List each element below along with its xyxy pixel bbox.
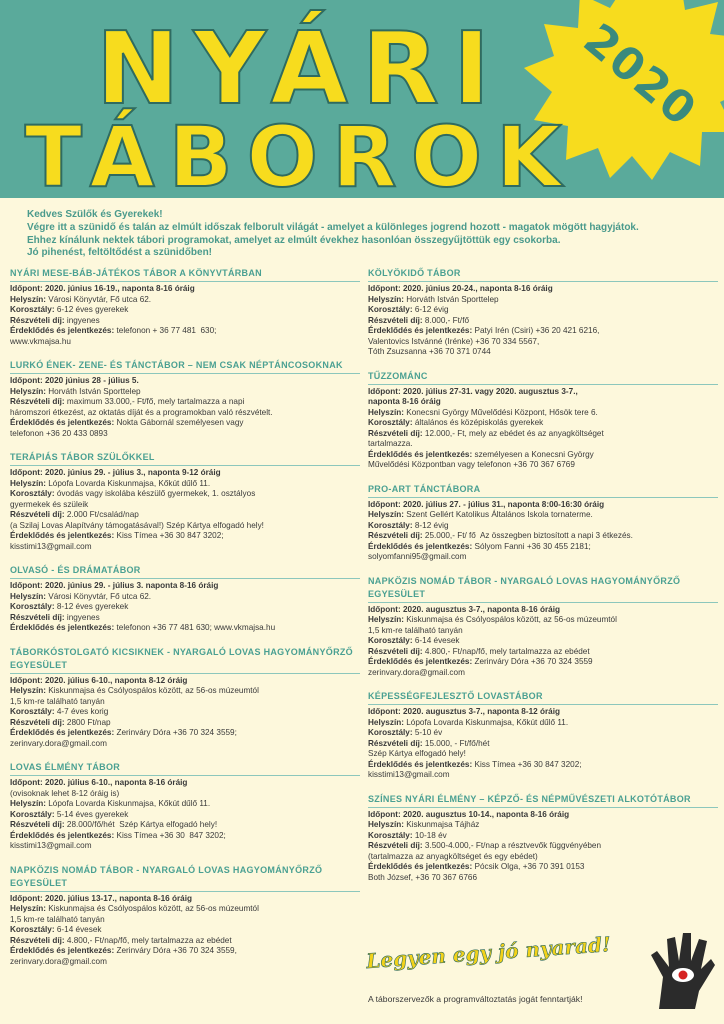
detail-value: Both József, +36 70 367 6766 [368,872,478,882]
intro-greeting: Kedves Szülők és Gyerekek! [27,209,163,220]
camp-detail-line [10,946,360,957]
camp-detail-line [368,718,718,729]
detail-label: Érdeklődés és jelentkezés: [368,657,473,666]
detail-label: Időpont: 2020. június 29. - július 3., naponta 9-12 óráig [10,468,221,477]
detail-value: Kiss Tímea +36 30 847 3202; [472,759,582,769]
intro-line: Ehhez kínálunk nektek tábori programokat, amelyet az elmúlt évekhez hasonlóan összegyűjtöttük egy csokorba. [27,234,561,246]
camp-block [368,483,718,563]
detail-value: 6-12 éves gyerekek [54,305,129,314]
camp-detail-line [368,531,718,542]
detail-value: (tartalmazza az anyagköltséget és egy ebédet) [368,851,538,861]
camp-detail-line [10,831,360,842]
camp-block [10,359,360,439]
detail-value: 1,5 km-re található tanyán [10,914,105,924]
camp-detail-line [368,873,718,884]
detail-value: háromszori étkezést, az oktatás díját és a programokban való részvételt. [10,407,273,417]
detail-label: Helyszín: [368,510,404,519]
detail-value: Pócsik Olga, +36 70 391 0153 [472,862,585,871]
detail-value: Kiskunmajsa és Csólyospálos között, az 56-os múzeumtól [45,904,259,913]
detail-value: Konecsni György Művelődési Központ, Hősök tere 6. [403,407,598,417]
camp-detail-line [10,418,360,429]
camp-detail-line [10,915,360,926]
detail-value: tartalmazza. [368,439,413,448]
detail-value: kisstimi13@gmail.com [10,841,92,850]
camp-detail-line [368,820,718,831]
camp-detail-line [368,284,718,295]
year-label: 2020 [573,14,707,137]
camp-detail-line [10,957,360,968]
camp-detail-line [10,707,360,718]
detail-label: Időpont: 2020 június 28 - július 5. [10,376,139,385]
camp-detail-line [10,936,360,947]
camp-detail-line [368,831,718,842]
camp-detail-line [10,592,360,603]
camp-title: TÁBORKÓSTOLGATÓ KICSIKNEK - NYARGALÓ LOVAS HAGYOMÁNYŐRZŐ EGYESÜLET [10,646,360,674]
detail-label: Részvételi díj: [368,841,423,850]
camp-detail-line [368,605,718,616]
detail-label: Helyszín: [368,407,404,417]
camp-title: OLVASÓ - ÉS DRÁMATÁBOR [10,564,360,579]
camp-detail-line [10,305,360,316]
detail-label: Korosztály: [368,305,413,314]
detail-value: 8.000,- Ft/fő [422,315,470,325]
detail-value: telefonon +36 77 481 630; www.vkmajsa.hu [114,623,276,632]
detail-label: Érdeklődés és jelentkezés: [10,623,115,632]
detail-value: Lópofa Lovarda Kiskunmajsa, Kőkút dűlő 11. [45,478,211,488]
camp-detail-line [368,326,718,337]
detail-label: naponta 8-16 óráig [368,397,441,406]
detail-label: Helyszín: [10,294,46,304]
detail-value: Lópofa Lovarda Kiskunmajsa, Kőkút dűlő 11. [403,717,569,727]
camp-detail-line [368,636,718,647]
detail-label: Részvételi díj: [10,935,65,945]
detail-value: 8-12 évig [412,520,449,530]
detail-value: Valentovics Istvánné (Irénke) +36 70 334 5567, [368,336,540,346]
camp-detail-line [10,581,360,592]
detail-label: Időpont: 2020. július 13-17., naponta 8-16 óráig [10,893,192,903]
camp-title: KÉPESSÉGFEJLESZTŐ LOVASTÁBOR [368,690,718,705]
detail-value: Lópofa Lovarda Kiskunmajsa, Kőkút dűlő 11. [45,799,211,808]
detail-value: (a Szilaj Lovas Alapítvány támogatásával!) Szép Kártya elfogadó hely! [10,520,264,530]
camp-block [10,451,360,552]
camp-detail-line [368,760,718,771]
detail-label: Korosztály: [368,636,413,645]
detail-label: Érdeklődés és jelentkezés: [10,946,115,955]
detail-label: Korosztály: [368,520,413,530]
camp-detail-line [10,686,360,697]
camp-detail-line [368,450,718,461]
camp-block [10,564,360,634]
detail-label: Időpont: 2020. július 27-31. vagy 2020. augusztus 3-7., [368,386,578,396]
intro-line: Végre itt a szünidő és talán az elmúlt időszak felborult világát - amelyet a különleges jogrend hozott - magatok mögött hagyjátok. [27,221,639,233]
camp-detail-line [368,295,718,306]
detail-label: Korosztály: [10,925,55,934]
detail-label: Helyszín: [10,799,46,808]
detail-value: Zerinváry Dóra +36 70 324 3559 [472,657,593,666]
detail-label: Érdeklődés és jelentkezés: [368,326,473,335]
detail-value: ingyenes [64,315,100,325]
detail-value: 2800 Ft/nap [64,717,111,727]
detail-label: Érdeklődés és jelentkezés: [10,830,115,840]
camp-detail-line [368,770,718,781]
camp-detail-line [10,739,360,750]
camp-detail-line [368,418,718,429]
camp-detail-line [10,531,360,542]
detail-value: solyomfanni95@gmail.com [368,552,467,561]
detail-value: 12.000,- Ft, mely az ebédet és az anyagköltséget [422,428,604,438]
header-banner [0,0,724,198]
camp-detail-line [10,894,360,905]
detail-label: Részvételi díj: [10,717,65,727]
camp-detail-line [368,749,718,760]
detail-value: Kiskunmajsa és Csólyospálos között, az 56-os múzeumtól [45,686,259,695]
camp-detail-line [368,852,718,863]
detail-label: Időpont: 2020. július 6-10., naponta 8-16 óráig [10,778,188,787]
detail-label: Korosztály: [10,305,55,314]
camp-detail-line [10,316,360,327]
detail-label: Helyszín: [368,294,404,304]
detail-value: Zerinváry Dóra +36 70 324 3559, [114,946,237,955]
detail-value: 2.000 Ft/család/nap [64,510,139,519]
detail-label: Helyszín: [368,820,404,829]
detail-value: 6-12 évig [412,305,449,314]
detail-label: Részvételi díj: [10,612,65,622]
detail-label: Helyszín: [368,717,404,727]
detail-value: Szent Gellért Katolikus Általános Iskola tornaterme. [403,510,593,519]
camp-detail-line [368,439,718,450]
camp-detail-line [368,626,718,637]
detail-label: Korosztály: [368,418,413,427]
detail-label: Korosztály: [10,707,55,716]
camp-detail-line [10,613,360,624]
camp-detail-line [368,657,718,668]
camp-detail-line [368,521,718,532]
left-column [10,267,360,979]
hand-heart-icon [645,925,717,1011]
detail-value: Sólyom Fanni +36 30 455 2181; [472,541,591,551]
camp-detail-line [10,326,360,337]
detail-value: kisstimi13@gmail.com [368,770,450,779]
camp-title: LOVAS ÉLMÉNY TÁBOR [10,761,360,776]
camp-detail-line [10,468,360,479]
detail-label: Érdeklődés és jelentkezés: [368,541,473,551]
detail-label: Időpont: 2020. június 29. - július 3. naponta 8-16 óráig [10,581,219,590]
detail-label: Részvételi díj: [368,738,423,748]
camp-detail-line [368,397,718,408]
detail-value: zerinvary.dora@gmail.com [10,738,107,748]
detail-label: Időpont: 2020. augusztus 3-7., naponta 8-16 óráig [368,604,560,614]
camp-block [10,646,360,750]
detail-value: 4-7 éves korig [54,707,109,716]
detail-label: Részvételi díj: [368,315,423,325]
camp-detail-line [10,284,360,295]
camp-detail-line [368,460,718,471]
camp-detail-line [368,862,718,873]
camp-block [368,793,718,884]
detail-value: ingyenes [64,612,100,622]
detail-value: óvodás vagy iskolába készülő gyermekek, 1. osztályos [54,489,256,498]
camp-detail-line [368,408,718,419]
camp-title: LURKÓ ÉNEK- ZENE- ÉS TÁNCTÁBOR – NEM CSAK NÉPTÁNCOSOKNAK [10,359,360,374]
camp-detail-line [368,347,718,358]
detail-label: Korosztály: [368,728,413,737]
detail-value: 25.000,- Ft/ fő Az összegben biztosított a napi 3 étkezés. [422,531,633,540]
detail-label: Korosztály: [10,489,55,498]
detail-value: zerinvary.dora@gmail.com [368,667,465,677]
camp-detail-line [368,305,718,316]
camp-detail-line [368,707,718,718]
camp-detail-line [10,676,360,687]
detail-label: Érdeklődés és jelentkezés: [10,531,115,540]
detail-value: 5-14 éves gyerekek [54,809,129,819]
title-line-1: NYÁRI [95,10,505,127]
detail-label: Érdeklődés és jelentkezés: [10,326,115,335]
camp-detail-line [368,510,718,521]
detail-label: Részvételi díj: [10,820,65,829]
detail-label: Időpont: 2020. augusztus 3-7., naponta 8-12 óráig [368,707,560,716]
detail-value: telefonon + 36 77 481 630; [114,326,217,335]
camp-block [368,267,718,358]
camp-title: NAPKÖZIS NOMÁD TÁBOR - NYARGALÓ LOVAS HAGYOMÁNYŐRZŐ EGYESÜLET [10,864,360,892]
detail-value: www.vkmajsa.hu [10,336,71,346]
camp-detail-line [10,820,360,831]
detail-value: 28.000/fő/hét Szép Kártya elfogadó hely! [64,820,218,829]
camp-detail-line [10,337,360,348]
detail-value: Horváth István Sporttelep [403,294,499,304]
detail-value: Patyi Irén (Csiri) +36 20 421 6216, [472,326,600,335]
camp-title: TERÁPIÁS TÁBOR SZÜLŐKKEL [10,451,360,466]
camp-detail-line [10,810,360,821]
detail-label: Részvételi díj: [368,646,423,656]
detail-label: Helyszín: [10,591,46,601]
camp-detail-line [368,542,718,553]
camp-detail-line [10,728,360,739]
camp-detail-line [10,602,360,613]
right-column [368,267,718,895]
detail-value: 8-12 éves gyerekek [54,602,129,611]
detail-value: Városi Könyvtár, Fő utca 62. [45,294,152,304]
detail-label: Érdeklődés és jelentkezés: [368,862,473,871]
camp-detail-line [368,500,718,511]
detail-label: Helyszín: [10,478,46,488]
slogan: Legyen egy jó nyarad! [365,932,612,974]
detail-value: Tóth Zsuzsanna +36 70 371 0744 [368,347,491,356]
detail-value: Nokta Gábornál személyesen vagy [114,418,244,427]
detail-label: Érdeklődés és jelentkezés: [10,728,115,737]
detail-value: Szép Kártya elfogadó hely! [368,749,466,758]
camp-title: NYÁRI MESE-BÁB-JÁTÉKOS TÁBOR A KÖNYVTÁRBAN [10,267,360,282]
camp-detail-line [10,697,360,708]
detail-value: 15.000, - Ft/fő/hét [422,738,490,748]
camp-detail-line [10,408,360,419]
detail-value: általános és középiskolás gyerekek [412,418,544,427]
detail-label: Részvételi díj: [368,428,423,438]
detail-value: gyermekek és szüleik [10,499,89,509]
camp-title: NAPKÖZIS NOMÁD TÁBOR - NYARGALÓ LOVAS HAGYOMÁNYŐRZŐ EGYESÜLET [368,575,718,603]
camp-detail-line [10,295,360,306]
detail-value: Kiss Tímea +36 30 847 3202; [114,830,226,840]
detail-label: Időpont: 2020. június 20-24., naponta 8-16 óráig [368,284,553,293]
detail-label: Érdeklődés és jelentkezés: [368,759,473,769]
camp-block [368,690,718,781]
intro-line: Jó pihenést, feltöltődést a szünidőben! [27,247,213,259]
detail-value: maximum 33.000,- Ft/fő, mely tartalmazza a napi [64,397,245,406]
detail-label: Részvételi díj: [10,510,65,519]
camp-detail-line [10,500,360,511]
camp-title: SZÍNES NYÁRI ÉLMÉNY – KÉPZŐ- ÉS NÉPMŰVÉSZETI ALKOTÓTÁBOR [368,793,718,808]
detail-value: 6-14 évesek [54,925,102,934]
camp-detail-line [10,925,360,936]
camp-block [10,267,360,347]
detail-label: Időpont: 2020. június 16-19., naponta 8-16 óráig [10,284,195,293]
detail-value: Művelődési Központban vagy telefonon +36 70 367 6769 [368,460,575,469]
title-line-2: TÁBOROK [24,108,576,198]
detail-label: Érdeklődés és jelentkezés: [10,418,115,427]
detail-value: 6-14 évesek [412,636,460,645]
detail-value: 4.800,- Ft/nap/fő, mely tartalmazza az ebédet [422,646,590,656]
detail-value: zerinvary.dora@gmail.com [10,956,107,966]
camp-detail-line [10,376,360,387]
camp-detail-line [368,316,718,327]
camp-detail-line [10,799,360,810]
detail-label: Korosztály: [10,809,55,819]
detail-label: Helyszín: [368,615,404,624]
intro-text [27,209,717,260]
camp-detail-line [10,718,360,729]
detail-value: 1,5 km-re található tanyán [10,696,105,706]
camp-title: PRO-ART TÁNCTÁBORA [368,483,718,498]
detail-value: Horváth István Sporttelep [45,386,141,396]
camp-detail-line [10,510,360,521]
detail-value: Városi Könyvtár, Fő utca 62. [45,591,152,601]
camp-detail-line [10,789,360,800]
camp-detail-line [368,387,718,398]
detail-value: 1,5 km-re található tanyán [368,625,463,635]
camp-block [368,575,718,679]
detail-label: Érdeklődés és jelentkezés: [368,449,473,459]
camp-detail-line [368,668,718,679]
camp-block [10,761,360,852]
detail-value: 4.800,- Ft/nap/fő, mely tartalmazza az ebédet [64,935,232,945]
camp-detail-line [10,904,360,915]
camp-detail-line [368,647,718,658]
detail-label: Korosztály: [368,830,413,840]
detail-value: 5-10 év [412,728,443,737]
detail-label: Részvételi díj: [10,315,65,325]
detail-label: Időpont: 2020. július 6-10., naponta 8-12 óráig [10,675,188,685]
detail-label: Helyszín: [10,686,46,695]
detail-label: Időpont: 2020. július 27. - július 31., naponta 8:00-16:30 óráig [368,499,605,509]
detail-label: Helyszín: [10,904,46,913]
detail-value: telefonon +36 20 433 0893 [10,428,108,438]
detail-value: 3.500-4.000,- Ft/nap a résztvevők függvényében [422,841,602,850]
detail-value: Zerinváry Dóra +36 70 324 3559; [114,728,237,737]
camp-detail-line [10,387,360,398]
camp-detail-line [10,489,360,500]
camp-detail-line [10,623,360,634]
camp-detail-line [368,337,718,348]
camp-detail-line [10,841,360,852]
camp-block [368,370,718,471]
detail-value: személyesen a Konecsni György [472,449,594,459]
camp-detail-line [368,429,718,440]
camp-detail-line [10,429,360,440]
detail-label: Helyszín: [10,386,46,396]
detail-label: Részvételi díj: [10,397,65,406]
detail-value: 10-18 év [412,830,447,840]
camp-detail-line [368,739,718,750]
detail-label: Részvételi díj: [368,531,423,540]
camp-detail-line [10,479,360,490]
detail-value: Kiskunmajsa Tájház [403,820,480,829]
footer-note: A táborszervezők a programváltoztatás jogát fenntartják! [368,994,583,1004]
camp-detail-line [368,810,718,821]
camp-title: TŰZZOMÁNC [368,370,718,385]
detail-value: kisstimi13@gmail.com [10,541,92,551]
camp-detail-line [10,521,360,532]
camp-detail-line [368,841,718,852]
camp-detail-line [368,615,718,626]
camp-detail-line [10,778,360,789]
detail-value: Kiss Tímea +36 30 847 3202; [114,531,224,540]
detail-value: Kiskunmajsa és Csólyospálos között, az 56-os múzeumtól [403,615,617,624]
camp-detail-line [10,542,360,553]
detail-value: (ovisoknak lehet 8-12 óráig is) [10,788,120,798]
camp-block [10,864,360,968]
camp-detail-line [368,552,718,563]
camp-title: KÖLYÖKIDŐ TÁBOR [368,267,718,282]
camp-detail-line [10,397,360,408]
detail-label: Korosztály: [10,602,55,611]
camp-detail-line [368,728,718,739]
detail-label: Időpont: 2020. augusztus 10-14., naponta 8-16 óráig [368,809,570,819]
